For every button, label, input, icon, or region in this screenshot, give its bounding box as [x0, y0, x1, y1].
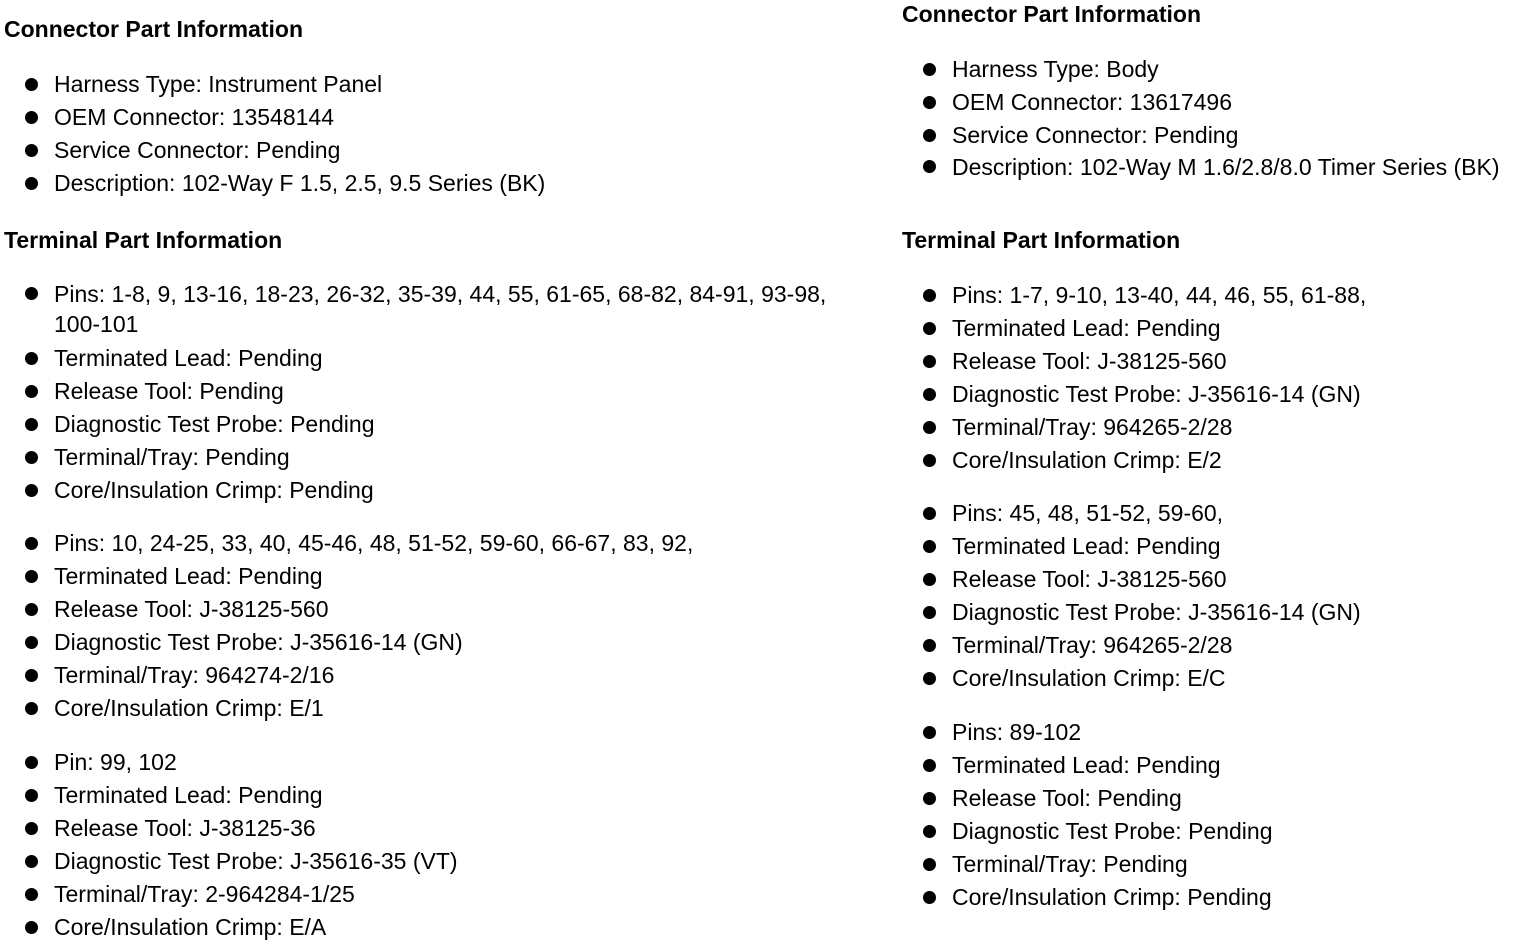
- list-item: Core/Insulation Crimp: E/1: [4, 692, 693, 725]
- list-item: Terminated Lead: Pending: [902, 312, 1366, 345]
- list-item: Release Tool: J-38125-36: [4, 812, 458, 845]
- list-item: Description: 102-Way F 1.5, 2.5, 9.5 Series (BK): [4, 167, 545, 200]
- terminal-group-list: [902, 497, 1361, 694]
- list-item: Diagnostic Test Probe: J-35616-14 (GN): [4, 626, 693, 659]
- list-item: Terminal/Tray: 964265-2/28: [902, 411, 1366, 444]
- list-item: Core/Insulation Crimp: E/A: [4, 911, 458, 944]
- list-item: Harness Type: Body: [902, 53, 1512, 86]
- connector-part-info-heading: Connector Part Information: [4, 16, 304, 42]
- list-item: Diagnostic Test Probe: J-35616-14 (GN): [902, 378, 1366, 411]
- list-item: Harness Type: Instrument Panel: [4, 68, 545, 101]
- list-item: Pins: 1-8, 9, 13-16, 18-23, 26-32, 35-39, 44, 55, 61-65, 68-82, 84-91, 93-98, 100-101: [4, 279, 844, 342]
- list-item: Terminal/Tray: 2-964284-1/25: [4, 878, 458, 911]
- list-item: Release Tool: Pending: [4, 375, 844, 408]
- list-item: Pins: 10, 24-25, 33, 40, 45-46, 48, 51-52, 59-60, 66-67, 83, 92,: [4, 527, 693, 560]
- terminal-group-list: [902, 716, 1273, 913]
- list-item: Release Tool: J-38125-560: [902, 345, 1366, 378]
- list-item: Diagnostic Test Probe: Pending: [902, 815, 1273, 848]
- list-item: Core/Insulation Crimp: E/C: [902, 662, 1361, 695]
- list-item: Terminal/Tray: 964274-2/16: [4, 659, 693, 692]
- list-item: Pins: 1-7, 9-10, 13-40, 44, 46, 55, 61-88,: [902, 279, 1366, 312]
- list-item: Terminated Lead: Pending: [902, 530, 1361, 563]
- list-item: Service Connector: Pending: [4, 134, 545, 167]
- list-item: Diagnostic Test Probe: J-35616-35 (VT): [4, 845, 458, 878]
- list-item: Diagnostic Test Probe: Pending: [4, 408, 844, 441]
- connector-info-list: [902, 53, 1512, 185]
- list-item: Release Tool: Pending: [902, 782, 1273, 815]
- connector-part-info-heading: Connector Part Information: [902, 1, 1202, 27]
- list-item: Terminated Lead: Pending: [4, 342, 844, 375]
- terminal-group-list: [4, 527, 693, 724]
- terminal-part-info-heading: Terminal Part Information: [4, 227, 283, 253]
- terminal-group-list: [4, 746, 458, 943]
- list-item: Core/Insulation Crimp: Pending: [902, 881, 1273, 914]
- list-item: OEM Connector: 13617496: [902, 86, 1512, 119]
- terminal-group-list: [4, 279, 844, 506]
- terminal-part-info-heading: Terminal Part Information: [902, 227, 1181, 253]
- list-item: Release Tool: J-38125-560: [902, 563, 1361, 596]
- list-item: Terminated Lead: Pending: [4, 779, 458, 812]
- list-item: Pin: 99, 102: [4, 746, 458, 779]
- list-item: Core/Insulation Crimp: Pending: [4, 474, 844, 507]
- list-item: Terminal/Tray: 964265-2/28: [902, 629, 1361, 662]
- list-item: Release Tool: J-38125-560: [4, 593, 693, 626]
- list-item: Pins: 45, 48, 51-52, 59-60,: [902, 497, 1361, 530]
- list-item: OEM Connector: 13548144: [4, 101, 545, 134]
- list-item: Terminal/Tray: Pending: [4, 441, 844, 474]
- list-item: Terminal/Tray: Pending: [902, 848, 1273, 881]
- connector-info-list: [4, 68, 545, 200]
- terminal-group-list: [902, 279, 1366, 476]
- list-item: Terminated Lead: Pending: [902, 749, 1273, 782]
- list-item: Core/Insulation Crimp: E/2: [902, 444, 1366, 477]
- list-item: Pins: 89-102: [902, 716, 1273, 749]
- list-item: Diagnostic Test Probe: J-35616-14 (GN): [902, 596, 1361, 629]
- list-item: Terminated Lead: Pending: [4, 560, 693, 593]
- list-item: Service Connector: Pending: [902, 119, 1512, 152]
- list-item: Description: 102-Way M 1.6/2.8/8.0 Timer Series (BK): [902, 152, 1512, 185]
